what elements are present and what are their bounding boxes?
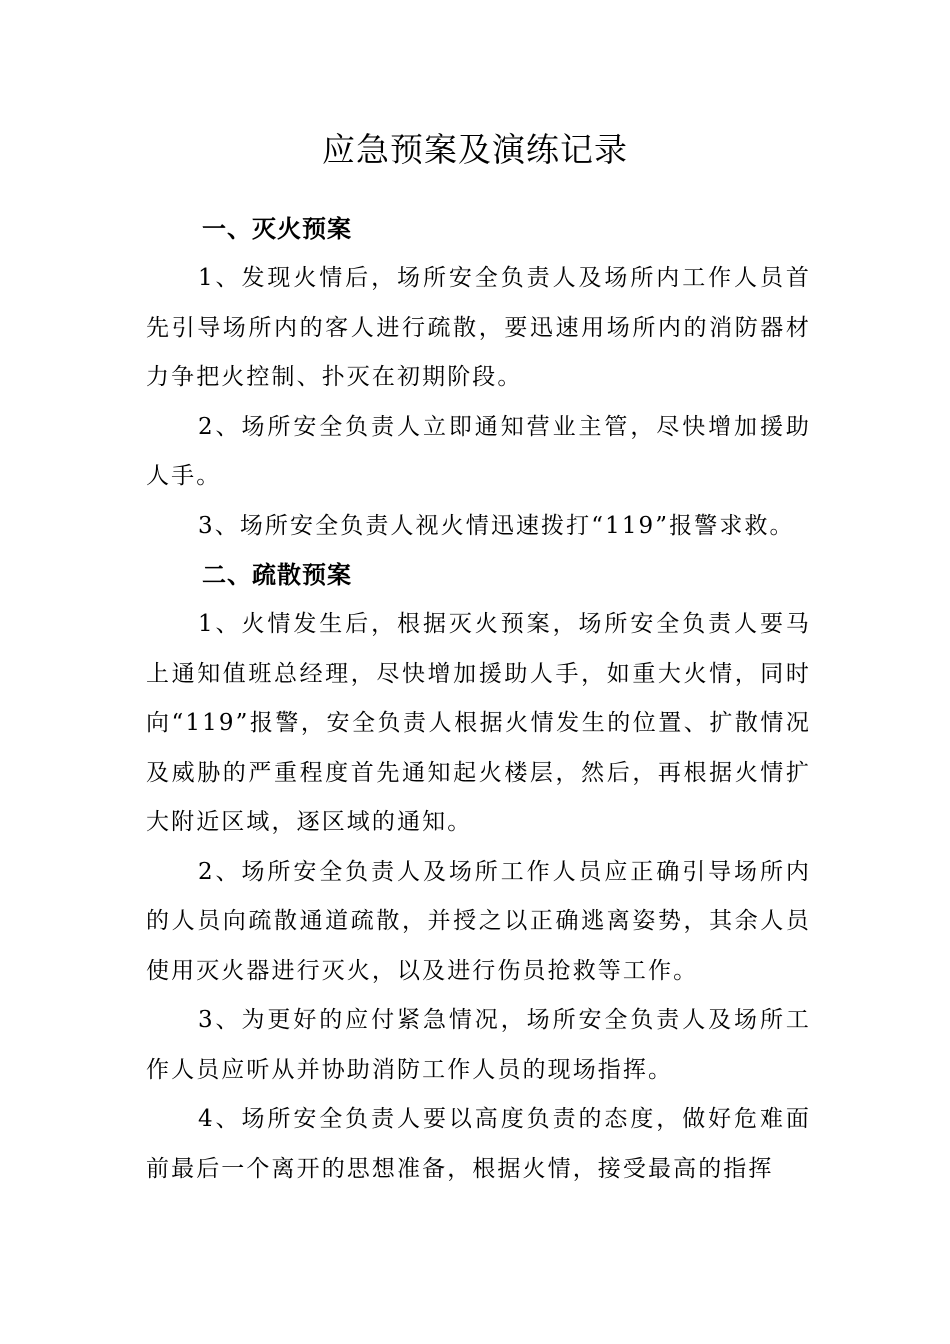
paragraph: 3、为更好的应付紧急情况，场所安全负责人及场所工作人员应听从并协助消防工作人员的现场指挥。: [146, 1007, 811, 1083]
section-heading: 二、疏散预案: [202, 561, 352, 589]
paragraph: 1、火情发生后，根据灭火预案，场所安全负责人要马上通知值班总经理，尽快增加援助人手，如重大火情，同时向“119”报警，安全负责人根据火情发生的位置、扩散情况及威胁的严重程度首先通知起火楼层，然后，再根据火情扩大附近区域，逐区域的通知。: [146, 611, 811, 835]
paragraph: 3、场所安全负责人视火情迅速拨打“119”报警求救。: [198, 512, 795, 539]
section-evacuation-plan: [146, 551, 811, 1194]
paragraph: 2、场所安全负责人立即通知营业主管，尽快增加援助人手。: [146, 413, 811, 489]
paragraph: 1、发现火情后，场所安全负责人及场所内工作人员首先引导场所内的客人进行疏散，要迅速用场所内的消防器材力争把火控制、扑灭在初期阶段。: [146, 265, 811, 390]
paragraph: 2、场所安全负责人及场所工作人员应正确引导场所内的人员向疏散通道疏散，并授之以正确逃离姿势，其余人员使用灭火器进行灭火，以及进行伤员抢救等工作。: [146, 858, 811, 984]
document-body: [146, 205, 811, 1194]
document-title: 应急预案及演练记录: [322, 130, 628, 169]
section-heading: 一、灭火预案: [202, 215, 352, 243]
section-fire-fighting-plan: [146, 205, 811, 551]
paragraph: 4、场所安全负责人要以高度负责的态度，做好危难面前最后一个离开的思想准备，根据火情，接受最高的指挥: [146, 1106, 811, 1182]
